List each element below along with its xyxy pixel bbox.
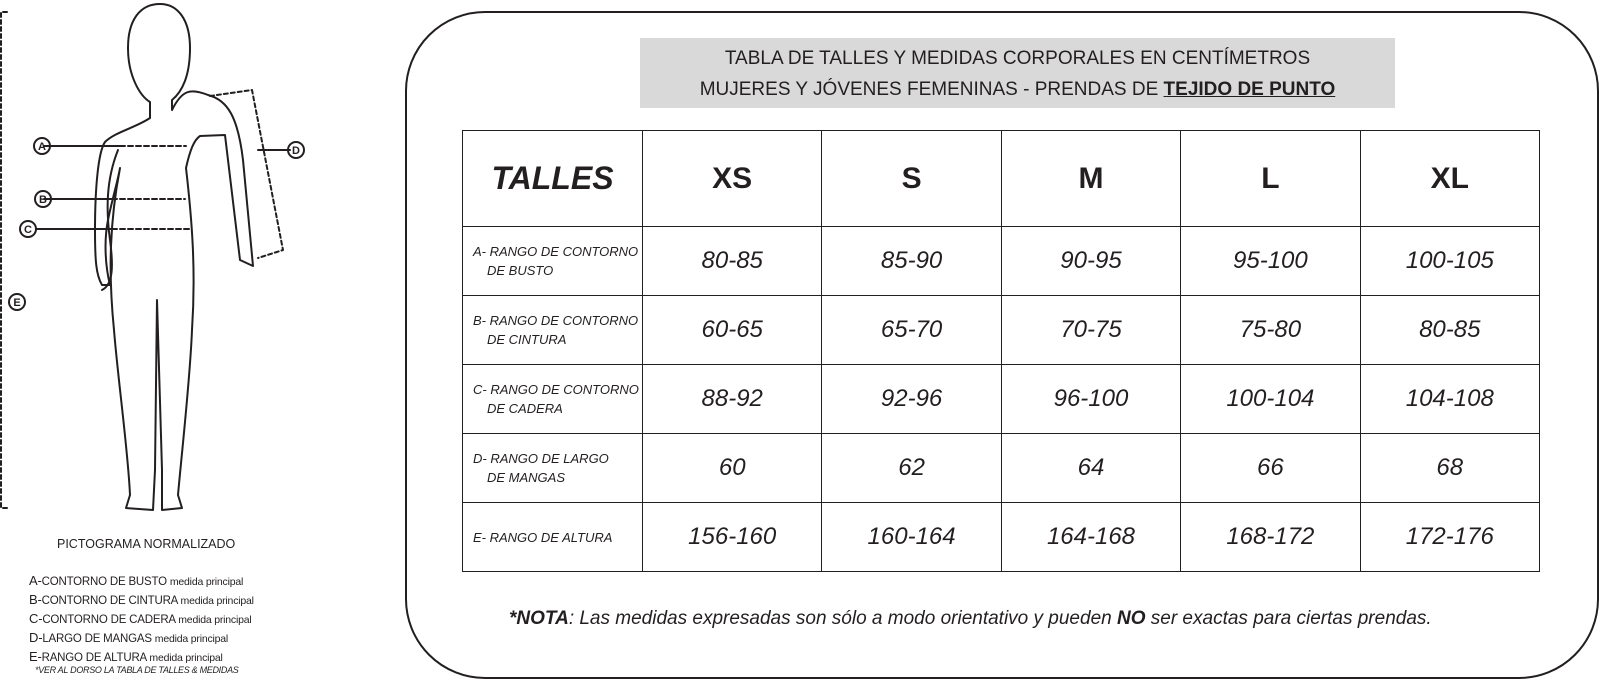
size-table — [462, 130, 1540, 572]
table-cell: 60 — [643, 434, 822, 503]
marker-a: A — [38, 141, 46, 153]
table-cell: 80-85 — [643, 227, 822, 296]
legend-item: D-LARGO DE MANGAS medida principal — [29, 630, 229, 645]
table-row — [463, 227, 1540, 296]
size-header: S — [822, 131, 1001, 227]
pictogram-panel — [0, 0, 390, 681]
pictogram-title: PICTOGRAMA NORMALIZADO — [57, 537, 236, 551]
table-cell: 60-65 — [643, 296, 822, 365]
disclaimer-note: *NOTA: Las medidas expresadas son sólo a modo orientativo y pueden NO ser exactas para ciertas prendas. — [509, 608, 1432, 629]
table-row — [463, 434, 1540, 503]
row-label: D- RANGO DE LARGO DE MANGAS — [463, 434, 643, 503]
table-row — [463, 296, 1540, 365]
table-row — [463, 503, 1540, 572]
marker-b: B — [39, 194, 47, 206]
table-cell: 156-160 — [643, 503, 822, 572]
table-cell: 68 — [1360, 434, 1539, 503]
chart-header — [640, 38, 1395, 108]
table-cell: 66 — [1181, 434, 1360, 503]
table-cell: 65-70 — [822, 296, 1001, 365]
measurement-legend — [29, 572, 254, 667]
marker-d: D — [292, 145, 300, 157]
table-cell: 164-168 — [1001, 503, 1180, 572]
marker-c: C — [24, 224, 32, 236]
table-cell: 95-100 — [1181, 227, 1360, 296]
table-cell: 92-96 — [822, 365, 1001, 434]
legend-item: A-CONTORNO DE BUSTO medida principal — [29, 573, 244, 588]
table-cell: 168-172 — [1181, 503, 1360, 572]
table-cell: 88-92 — [643, 365, 822, 434]
back-reference-footnote: *VER AL DORSO LA TABLA DE TALLES & MEDIDAS — [35, 665, 239, 675]
talles-header: TALLES — [463, 131, 643, 227]
body-outline — [95, 4, 253, 510]
table-row — [463, 365, 1540, 434]
header-emphasis: TEJIDO DE PUNTO — [1163, 79, 1336, 100]
size-header: M — [1001, 131, 1180, 227]
size-header: L — [1181, 131, 1360, 227]
legend-item: C-CONTORNO DE CADERA medida principal — [29, 611, 252, 626]
size-header: XS — [643, 131, 822, 227]
height-bracket — [1, 12, 7, 508]
body-figure-illustration — [0, 0, 330, 515]
table-cell: 90-95 — [1001, 227, 1180, 296]
table-cell: 70-75 — [1001, 296, 1180, 365]
legend-item: B-CONTORNO DE CINTURA medida principal — [29, 592, 254, 607]
table-cell: 62 — [822, 434, 1001, 503]
table-cell: 172-176 — [1360, 503, 1539, 572]
table-cell: 160-164 — [822, 503, 1001, 572]
row-label: C- RANGO DE CONTORNO DE CADERA — [463, 365, 643, 434]
table-cell: 75-80 — [1181, 296, 1360, 365]
marker-e: E — [13, 297, 21, 309]
header-line-2: MUJERES Y JÓVENES FEMENINAS - PRENDAS DE TEJIDO DE PUNTO — [699, 79, 1336, 100]
table-cell: 104-108 — [1360, 365, 1539, 434]
header-line-1: TABLA DE TALLES Y MEDIDAS CORPORALES EN CENTÍMETROS — [724, 48, 1311, 69]
size-header: XL — [1360, 131, 1539, 227]
sleeve-measure-line — [210, 90, 283, 258]
table-cell: 100-105 — [1360, 227, 1539, 296]
table-cell: 100-104 — [1181, 365, 1360, 434]
table-header-row — [463, 131, 1540, 227]
table-cell: 64 — [1001, 434, 1180, 503]
row-label: E- RANGO DE ALTURA — [463, 503, 643, 572]
row-label: A- RANGO DE CONTORNO DE BUSTO — [463, 227, 643, 296]
table-cell: 96-100 — [1001, 365, 1180, 434]
table-cell: 85-90 — [822, 227, 1001, 296]
legend-item: E-RANGO DE ALTURA medida principal — [29, 649, 223, 664]
row-label: B- RANGO DE CONTORNO DE CINTURA — [463, 296, 643, 365]
table-cell: 80-85 — [1360, 296, 1539, 365]
